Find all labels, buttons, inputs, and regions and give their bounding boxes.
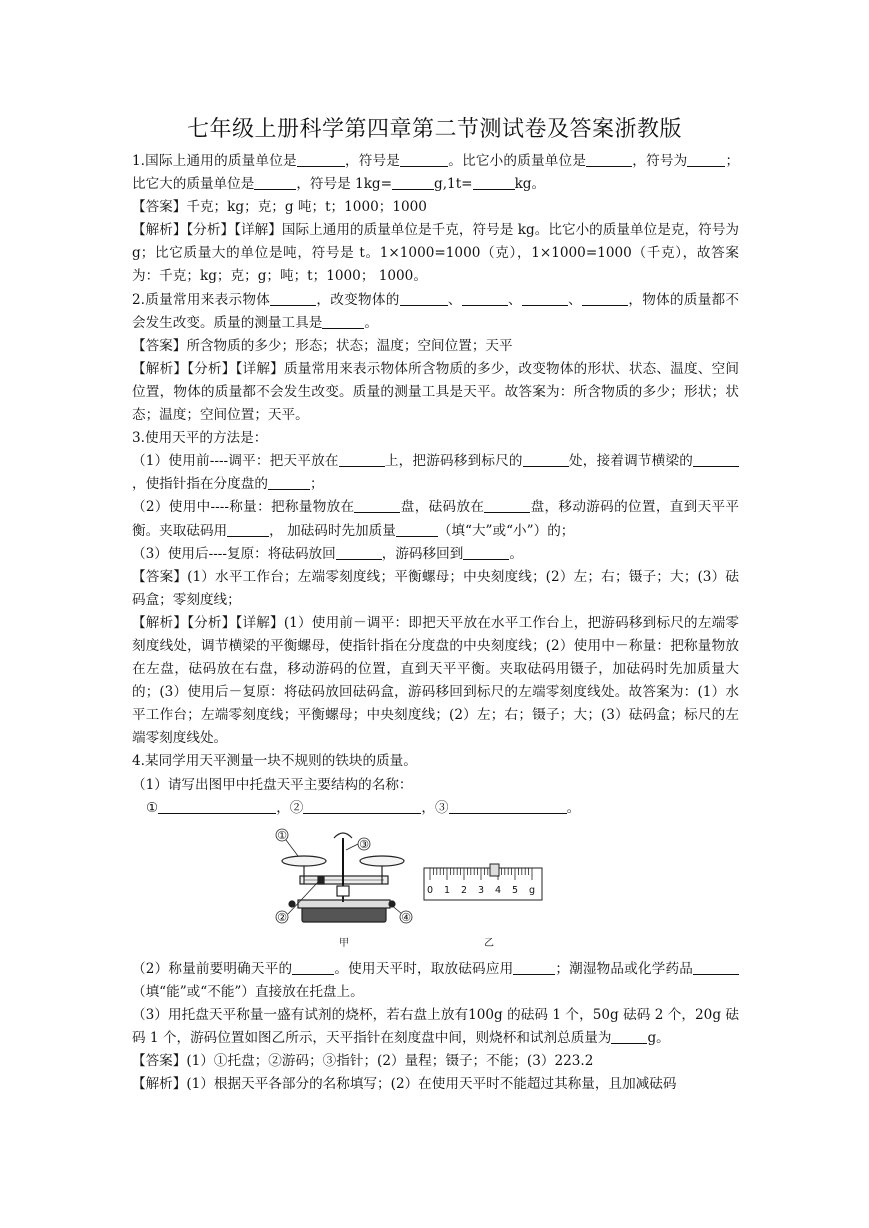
blank <box>449 799 567 814</box>
q1-text-b: ，符号是 <box>344 153 401 169</box>
blank <box>392 175 434 190</box>
blank <box>693 452 739 467</box>
callout-label-1: ① <box>277 828 287 842</box>
q4-part-2 <box>132 958 739 1004</box>
blank <box>611 1029 647 1044</box>
ruler-tick-label-3: 3 <box>477 884 485 896</box>
q3-s1-text-b: 上，把游码移到标尺的 <box>384 453 523 470</box>
q1-text-c: 。比它小的质量单位是 <box>448 153 587 169</box>
blank <box>227 522 269 537</box>
q4-stem: 4.某同学用天平测量一块不规则的铁块的质量。 <box>132 753 417 770</box>
q4-p2-text-a: （2）称量前要明确天平的 <box>132 960 293 977</box>
q1-text-a: 1.国际上通用的质量单位是 <box>132 153 297 169</box>
q2-text-c: ，物体的质量都不会发生改变。质量的测量工具是 <box>132 291 740 331</box>
q3-s2-text-a: （2）使用中----称量：把称量物放在 <box>132 499 355 516</box>
blank <box>400 152 448 167</box>
leader-3 <box>346 844 358 850</box>
q1-answer: 【答案】千克；kg；克；g 吨；t；1000；1000 <box>132 199 427 216</box>
q1-stem <box>132 150 739 196</box>
q1-text-h: kg。 <box>514 176 546 193</box>
q1-text-d: ，符号为 <box>632 153 688 169</box>
figure-caption-right: 乙 <box>484 937 494 949</box>
ruler-slider <box>490 864 499 876</box>
ruler-tick-label-1: 1 <box>443 884 451 896</box>
blank <box>158 799 276 814</box>
blank <box>336 545 382 560</box>
q2-answer: 【答案】所含物质的多少；形态；状态；温度；空间位置；天平 <box>132 337 513 354</box>
q4-mark-3: ，③ <box>421 799 449 816</box>
q1-analysis: 【解析】【分析】【详解】国际上通用的质量单位是千克，符号是 kg。比它小的质量单位是克，符号为 g；比它质量大的单位是吨，符号是 t。1×1000=1000（克），1×1000=1000（千克），故答案为：千克；kg；克；g；吨；t；1000； 1000。 <box>132 222 739 285</box>
balance-figure <box>132 824 739 952</box>
q3-stem: 3.使用天平的方法是： <box>132 430 268 447</box>
blank <box>462 291 508 306</box>
q3-s1-text-e: ； <box>309 476 324 493</box>
balance-figure-svg <box>274 824 554 952</box>
leveling-knob-left <box>289 901 295 907</box>
q3-s3-text-a: （3）使用后----复原：将砝码放回 <box>132 545 336 562</box>
q2-separator: 、 <box>507 291 522 308</box>
q3-step-1 <box>132 450 739 496</box>
q4-part-3 <box>132 1004 739 1050</box>
q3-analysis: 【解析】【分析】【详解】(1）使用前－调平：即把天平放在水平工作台上，把游码移到标尺的左端零刻度线处，调节横梁的平衡螺母，使指针指在分度盘的中央刻度线；(2）使用中－称量：把称量物放在左盘，砝码放在右盘，移动游码的位置，直到天平平衡。夹取砝码用镊子，加砝码时先加质量大的；(3）使用后－复原：将砝码放回砝码盒，游码移回到标尺的左端零刻度线处。故答案为：(1）水平工作台；左端零刻度线；平衡螺母；中央刻度线；(2）左；右；镊子；大；(3）砝码盒；标尺的左端零刻度线处。 <box>132 614 739 747</box>
ruler-tick-label-unit: g <box>528 884 536 896</box>
blank <box>354 498 400 513</box>
leader-1 <box>286 840 298 856</box>
q3-step-2 <box>132 496 739 542</box>
blank <box>303 799 421 814</box>
blank <box>463 545 509 560</box>
q2-text-b: ，改变物体的 <box>316 291 400 308</box>
q4-part-1-blanks <box>132 797 739 820</box>
blank <box>339 452 385 467</box>
blank <box>523 452 569 467</box>
blank <box>292 960 334 975</box>
scale-plate <box>337 886 349 896</box>
blank <box>687 152 725 167</box>
q2-text-d: 。 <box>364 314 378 331</box>
blank <box>586 152 632 167</box>
ruler-tick-label-2: 2 <box>460 884 468 896</box>
q3-s1-text-a: （1）使用前----调平：把天平放在 <box>132 453 339 470</box>
q4-answer: 【答案】(1）①托盘；②游码；③指针；(2）量程；镊子；不能；(3）223.2 <box>132 1053 594 1070</box>
blank <box>270 291 316 306</box>
q3-s2-text-b: 盘，砝码放在 <box>400 499 485 516</box>
blank <box>297 152 345 167</box>
document-body <box>132 150 739 1096</box>
q4-p3-text: （3）用托盘天平称量一盛有试剂的烧杯，若右盘上放有100g 的砝码 1 个，50g 砝码 2 个，20g 砝码 1 个，游码位置如图乙所示，天平指针在刻度盘中间，则烧杯和试剂总质量为 <box>132 1006 739 1046</box>
callout-label-2: ② <box>277 910 287 924</box>
callout-label-4: ④ <box>401 910 411 924</box>
q4-mark-2: ，② <box>276 799 304 816</box>
q3-step-3 <box>132 543 739 566</box>
blank <box>268 475 310 490</box>
blank <box>484 498 530 513</box>
blank <box>254 175 296 190</box>
blank <box>693 960 739 975</box>
blank <box>522 291 568 306</box>
blank <box>473 175 515 190</box>
q4-p2-text-c: ；潮湿物品或化学药品 <box>555 960 694 977</box>
left-pan <box>282 856 326 866</box>
ruler-tick-label-4: 4 <box>494 884 502 896</box>
q3-answer: 【答案】(1）水平工作台；左端零刻度线；平衡螺母；中央刻度线；(2）左；右；镊子；大；(3）砝码盒；零刻度线； <box>132 568 739 608</box>
q2-separator: 、 <box>447 291 462 308</box>
q2-text-a: 2.质量常用来表示物体 <box>132 291 271 308</box>
q4-p2-text-d: （填“能”或“不能”）直接放在托盘上。 <box>132 983 364 1000</box>
right-pan <box>360 856 404 866</box>
ruler-tick-label-0: 0 <box>426 884 434 896</box>
q3-s1-text-d: ，使指针指在分度盘的 <box>132 476 268 493</box>
blank <box>582 291 628 306</box>
q4-analysis: 【解析】(1）根据天平各部分的名称填写；(2）在使用天平时不能超过其称量，且加减砝码 <box>132 1076 677 1093</box>
blank <box>513 960 555 975</box>
q4-p3-end: g。 <box>647 1030 670 1046</box>
q4-mark-1: ① <box>146 799 159 816</box>
q3-s1-text-c: 处，接着调节横梁的 <box>568 453 694 470</box>
q3-s3-text-b: ，游码移回到 <box>381 545 464 562</box>
blank <box>322 314 364 329</box>
blank <box>400 291 448 306</box>
balance-illustration <box>282 833 404 922</box>
q1-text-g: g,1t= <box>434 176 473 193</box>
q4-p2-text-b: 。使用天平时，取放砝码应用 <box>334 960 514 977</box>
page-title: 七年级上册科学第四章第二节测试卷及答案浙教版 <box>186 117 682 142</box>
slider-rider <box>318 877 324 884</box>
ruler-tick-label-5: 5 <box>511 884 519 896</box>
ruler-illustration <box>424 864 542 949</box>
q3-s2-text-e: （填“大”或“小”）的； <box>437 522 575 539</box>
dial-top <box>334 833 352 838</box>
figure-caption-left: 甲 <box>339 937 349 949</box>
q3-s2-text-d: ， 加砝码时先加质量 <box>269 522 396 539</box>
q4-end: 。 <box>566 799 581 816</box>
callout-label-3: ③ <box>359 837 369 851</box>
q2-analysis: 【解析】【分析】【详解】质量常用来表示物体所含物质的多少，改变物体的形状、状态、温度、空间位置，物体的质量都不会发生改变。质量的测量工具是天平。故答案为：所含物质的多少；形状；状态；温度；空间位置；天平。 <box>132 360 739 424</box>
blank <box>396 522 438 537</box>
q2-separator: 、 <box>567 291 583 308</box>
q1-text-e: ；比它大的质量单位是 <box>132 153 740 193</box>
q3-s2-text-c: 盘，移动游码的位置，直到天平平衡。夹取砝码用 <box>132 499 739 539</box>
q3-s3-text-c: 。 <box>509 545 523 562</box>
q1-text-f: ，符号是 1kg= <box>296 176 393 193</box>
q4-part-1: （1）请写出图甲中托盘天平主要结构的名称： <box>132 776 413 793</box>
q2-stem <box>132 289 739 335</box>
